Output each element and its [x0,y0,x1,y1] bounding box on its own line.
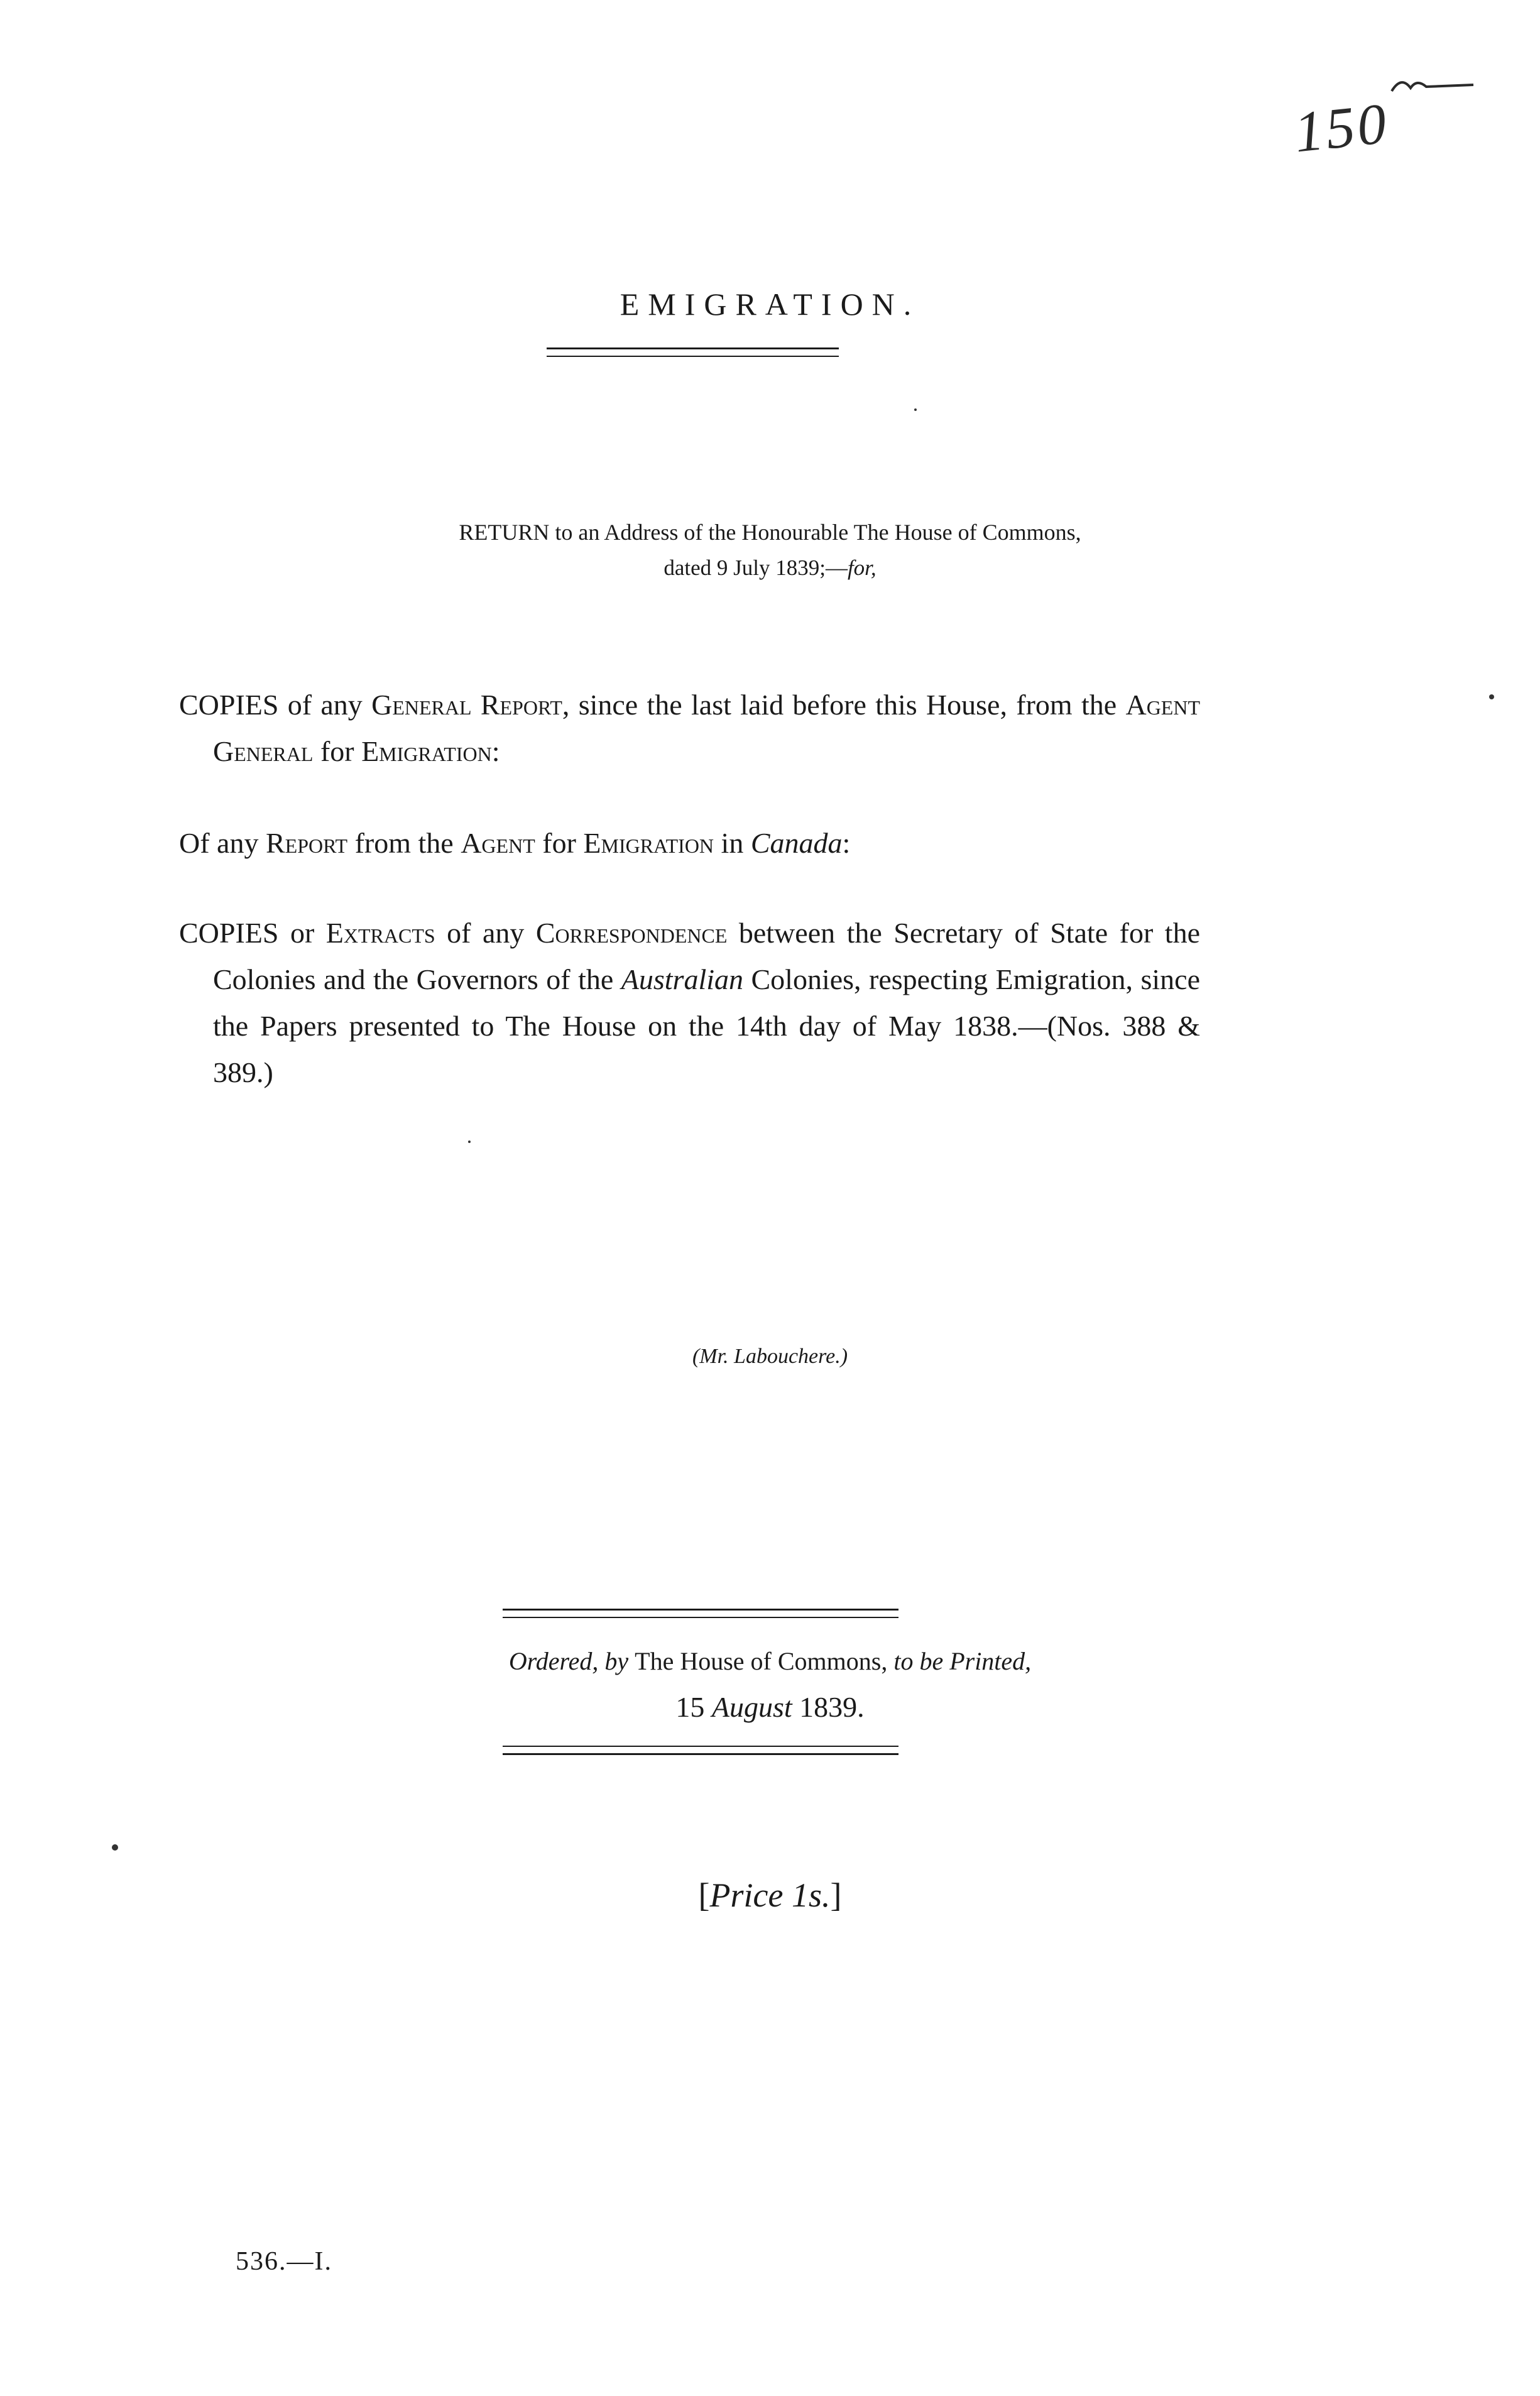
document-number: 536.—I. [236,2247,332,2276]
folio-flourish-mark [1389,69,1477,107]
item-text: between the Secretary of State for the Colonies and the Governors of the [213,917,1200,995]
item-smallcaps: Emigration [583,827,714,859]
item-smallcaps: Agent General [213,689,1201,767]
order-rule-bottom-1 [503,1746,898,1747]
item-text: : [491,735,500,767]
price-bracket-close: ] [830,1876,842,1914]
order-date [0,1690,1540,1724]
item-lead: COPIES [179,917,279,949]
item-text: or [278,917,326,949]
scan-speck [1489,694,1494,699]
return-date: dated 9 July 1839;— [664,555,848,580]
ordered-word: Ordered, [508,1647,599,1675]
item-italic: Canada [750,827,843,859]
request-item-2 [179,820,1200,867]
item-text: of any [435,917,536,949]
order-year: 1839. [792,1691,865,1723]
title-rule-top [547,347,839,349]
price-bracket-open: [ [698,1876,710,1914]
by-word: by [598,1647,635,1675]
item-smallcaps: Correspondence [535,917,728,949]
item-text: : [842,827,851,859]
item-smallcaps: General Report [371,689,562,721]
item-text: for [535,827,584,859]
scan-speck [914,408,917,411]
scan-speck [468,1141,471,1143]
item-text: for [313,735,362,767]
item-smallcaps: Extracts [325,917,435,949]
item-text: from the [347,827,461,859]
mover-name: (Mr. Labouchere.) [692,1345,848,1368]
return-for: for, [847,555,876,580]
order-rule-top-2 [503,1617,898,1618]
price-label: Price [709,1876,784,1914]
item-lead: COPIES [179,689,279,721]
item-lead: Of [179,827,210,859]
return-line-1: RETURN to an Address of the Honourable The House of Commons, [459,520,1081,545]
return-line-2 [0,555,1540,581]
order-month: August [711,1691,792,1723]
request-item-3 [179,910,1200,1096]
item-smallcaps: Emigration [361,735,492,767]
item-text: , since the last laid before this House, from the [562,689,1126,721]
item-text: of any [278,689,372,721]
price-amount: 1s. [783,1876,831,1914]
scan-speck [112,1844,118,1851]
item-text: any [209,827,266,859]
price-tag [0,1876,1540,1915]
printed-phrase: to be Printed, [887,1647,1032,1675]
item-italic: Australian [621,963,744,995]
item-smallcaps: Agent [461,827,535,859]
order-rule-top-1 [503,1609,898,1611]
house-name: The House of Commons, [635,1647,888,1675]
order-rule-bottom-2 [503,1753,898,1755]
request-item-1 [179,682,1200,775]
order-line [0,1646,1540,1676]
document-title: EMIGRATION. [620,287,920,322]
item-smallcaps: Report [265,827,348,859]
item-text: in [714,827,751,859]
order-day: 15 [675,1691,712,1723]
title-rule-bottom [547,356,839,357]
folio-number: 150 [1291,90,1392,165]
item-text: Colonies, respecting Emigration, since the Papers presented to The House on the 14th day of May 1838.—(Nos. 388 & 389.) [213,963,1201,1088]
